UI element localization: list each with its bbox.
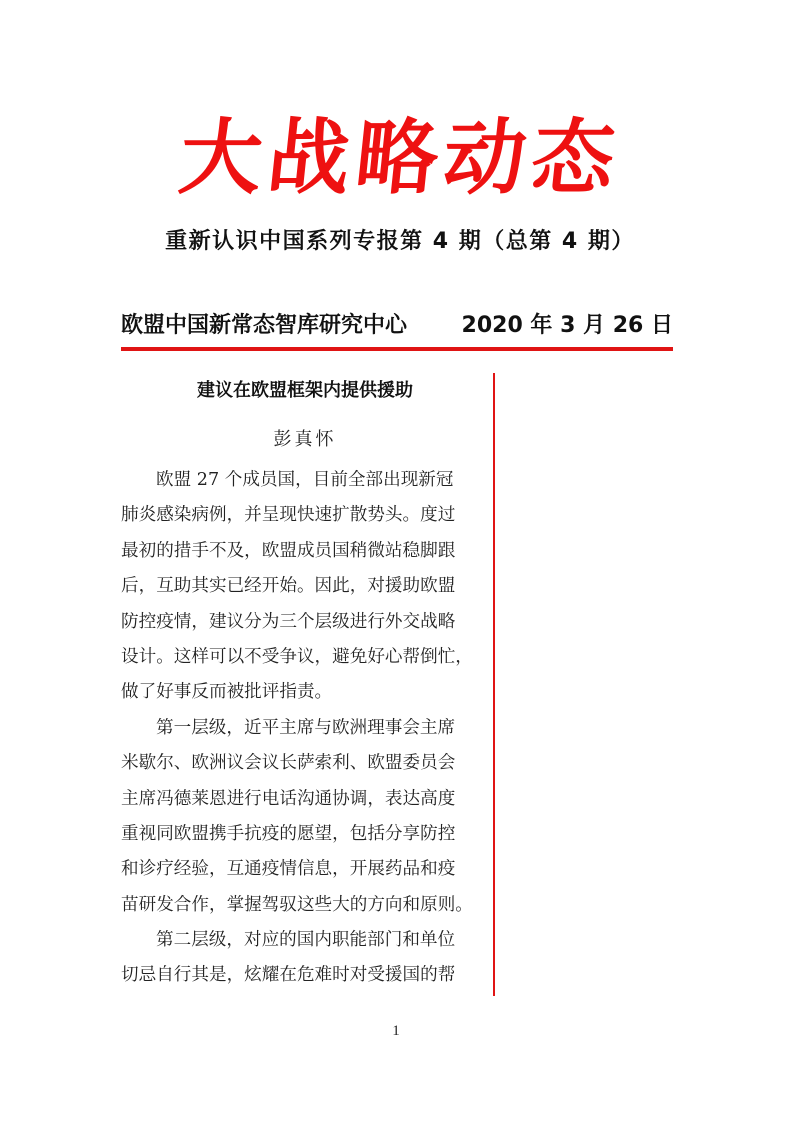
body-line: 肺炎感染病例，并呈现快速扩散势头。度过 [121, 505, 456, 526]
body-line: 第一层级，近平主席与欧洲理事会主席 [156, 717, 456, 738]
publisher-organization: 欧盟中国新常态智库研究中心 [121, 313, 408, 338]
body-line: 米歇尔、欧洲议会议长萨索利、欧盟委员会 [121, 753, 456, 774]
article-author: 彭真怀 [273, 429, 337, 450]
body-line: 防控疫情，建议分为三个层级进行外交战略 [121, 611, 456, 632]
masthead-title: 大战略动态 [174, 110, 626, 206]
body-line: 主席冯德莱恩进行电话沟通协调，表达高度 [121, 788, 456, 809]
article-body [121, 463, 481, 994]
masthead-subtitle: 重新认识中国系列专报第 4 期（总第 4 期） [165, 229, 635, 254]
body-line: 重视同欧盟携手抗疫的愿望，包括分享防控 [121, 823, 456, 844]
body-line: 苗研发合作，掌握驾驭这些大的方向和原则。 [121, 894, 473, 915]
body-line: 后，互助其实已经开始。因此，对援助欧盟 [121, 576, 456, 597]
column-divider [493, 373, 495, 996]
body-line: 和诊疗经验，互通疫情信息，开展药品和疫 [121, 859, 456, 880]
body-line: 最初的措手不及，欧盟成员国稍微站稳脚跟 [121, 540, 456, 561]
article-title: 建议在欧盟框架内提供援助 [197, 380, 413, 401]
body-line: 欧盟 27 个成员国，目前全部出现新冠 [156, 470, 454, 490]
body-line: 第二层级，对应的国内职能部门和单位 [156, 930, 456, 951]
page-number: 1 [392, 1023, 400, 1039]
body-line: 设计。这样可以不受争议，避免好心帮倒忙， [121, 646, 473, 667]
header-divider [121, 347, 673, 351]
body-line: 切忌自行其是，炫耀在危难时对受援国的帮 [121, 965, 456, 986]
publish-date: 2020 年 3 月 26 日 [461, 313, 673, 338]
publisher-row [121, 308, 673, 342]
body-line: 做了好事反而被批评指责。 [121, 682, 333, 703]
